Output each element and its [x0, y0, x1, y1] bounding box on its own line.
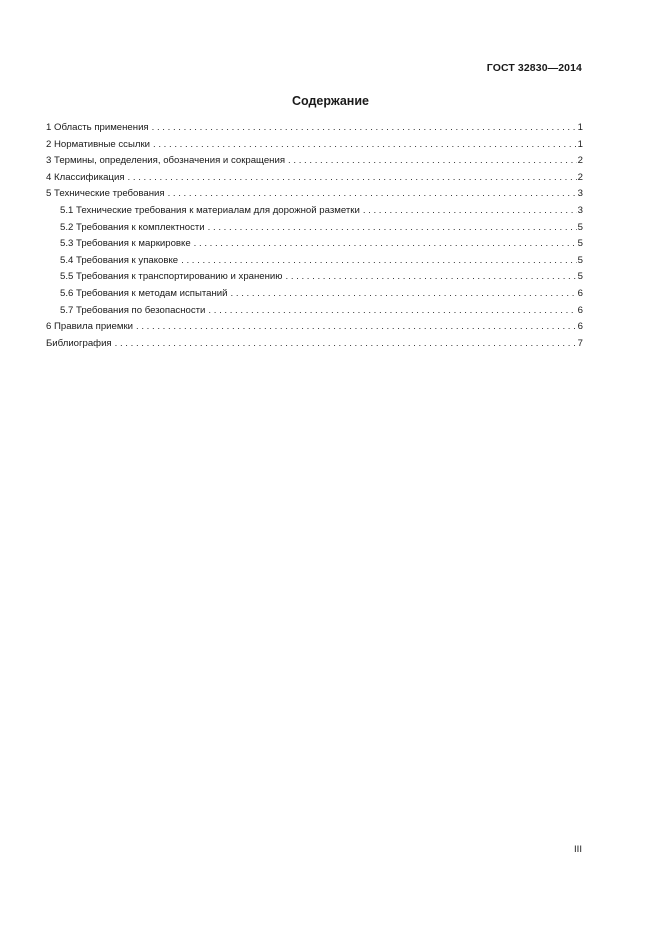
toc-entry-label: 4 Классификация	[46, 171, 125, 183]
toc-leader-dots	[153, 137, 577, 154]
toc-entry[interactable]	[46, 253, 583, 270]
toc-entry-label: 6 Правила приемки	[46, 321, 133, 333]
toc-leader-dots	[363, 203, 577, 220]
page-number: III	[574, 844, 582, 855]
toc-entry[interactable]	[46, 170, 583, 187]
table-of-contents	[46, 120, 583, 352]
toc-entry[interactable]	[46, 186, 583, 203]
toc-entry-page: 5	[577, 271, 583, 283]
toc-entry-page: 3	[577, 204, 583, 216]
toc-entry-page: 5	[577, 254, 583, 266]
toc-leader-dots	[128, 170, 577, 187]
toc-leader-dots	[181, 253, 577, 270]
toc-entry[interactable]	[46, 120, 583, 137]
toc-entry-page: 1	[577, 138, 583, 150]
toc-entry-page: 5	[577, 238, 583, 250]
toc-entry-label: 5.7 Требования по безопасности	[60, 304, 206, 316]
toc-title: Содержание	[291, 94, 369, 108]
toc-entry[interactable]	[46, 220, 583, 237]
toc-entry-label: 5.1 Технические требования к материалам для дорожной разметки	[60, 204, 360, 216]
toc-entry-label: 3 Термины, определения, обозначения и сокращения	[46, 155, 286, 167]
toc-leader-dots	[194, 236, 577, 253]
toc-entry[interactable]	[46, 153, 583, 170]
toc-entry[interactable]	[46, 319, 583, 336]
toc-entry-page: 3	[577, 188, 583, 200]
toc-leader-dots	[208, 220, 577, 237]
toc-entry-label: 5 Технические требования	[46, 188, 165, 200]
toc-leader-dots	[231, 286, 577, 303]
toc-entry-label: 5.6 Требования к методам испытаний	[60, 287, 228, 299]
toc-leader-dots	[152, 120, 577, 137]
toc-leader-dots	[115, 336, 577, 353]
toc-entry-page: 7	[577, 337, 583, 349]
toc-entry[interactable]	[46, 336, 583, 353]
toc-entry-page: 5	[577, 221, 583, 233]
toc-entry-page: 6	[577, 287, 583, 299]
toc-entry-page: 6	[577, 321, 583, 333]
toc-leader-dots	[285, 269, 576, 286]
toc-entry-label: 5.2 Требования к комплектности	[60, 221, 205, 233]
toc-entry-page: 1	[577, 122, 583, 133]
toc-entry[interactable]	[46, 286, 583, 303]
toc-entry-label: 1 Область применения	[46, 122, 149, 133]
toc-leader-dots	[168, 186, 577, 203]
toc-entry-label: 5.4 Требования к упаковке	[60, 254, 179, 266]
toc-entry-label: 5.5 Требования к транспортированию и хранению	[60, 271, 283, 283]
toc-entry-label: 5.3 Требования к маркировке	[60, 238, 191, 250]
document-code: ГОСТ 32830—2014	[486, 62, 582, 74]
toc-entry[interactable]	[46, 137, 583, 154]
toc-leader-dots	[208, 303, 576, 320]
toc-entry[interactable]	[46, 303, 583, 320]
toc-entry-label: Библиография	[46, 337, 112, 349]
toc-entry-page: 2	[577, 155, 583, 167]
toc-leader-dots	[136, 319, 577, 336]
toc-leader-dots	[288, 153, 577, 170]
toc-entry-label: 2 Нормативные ссылки	[46, 138, 151, 150]
toc-entry[interactable]	[46, 269, 583, 286]
toc-entry[interactable]	[46, 203, 583, 220]
toc-entry-page: 2	[577, 171, 583, 183]
toc-entry-page: 6	[577, 304, 583, 316]
toc-entry[interactable]	[46, 236, 583, 253]
